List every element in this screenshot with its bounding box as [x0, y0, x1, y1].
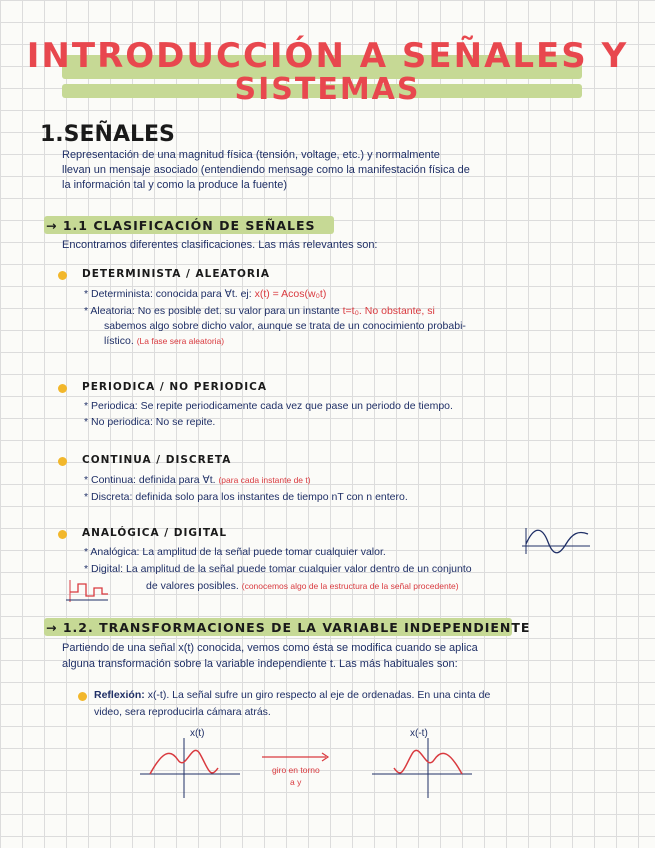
- item-text: conocida para ∀t. ej:: [155, 288, 252, 300]
- digital-note: (conocemos algo de la estructura de la señal procedente): [241, 581, 459, 591]
- arrow-note-1: giro en torno: [272, 765, 320, 775]
- category-title-analogica: ANALÓGICA / DIGITAL: [82, 527, 228, 539]
- digital-signal-icon: [66, 578, 110, 604]
- reflexion-text: x(-t). La señal sufre un giro respecto al eje de ordenadas. En una cinta de: [147, 689, 491, 701]
- reflexion-label: Reflexión:: [94, 689, 145, 701]
- continua-note: (para cada instante de t): [218, 475, 311, 485]
- category-title-periodica: PERIODICA / NO PERIODICA: [82, 381, 267, 393]
- category-title-determinista: DETERMINISTA / ALEATORIA: [82, 268, 271, 280]
- item-text: No se repite.: [155, 416, 216, 428]
- signal-x-minus-t-plot: [372, 738, 472, 800]
- intro-line-1: Representación de una magnitud física (tensión, voltage, etc.) y normalmente: [62, 149, 440, 161]
- sub12-intro-1: Partiendo de una señal x(t) conocida, vemos como ésta se modifica cuando se aplica: [62, 642, 478, 654]
- aleatoria-extra-1: sabemos algo sobre dicho valor, aunque se trata de un conocimiento probabi-: [104, 320, 466, 332]
- sub11-heading: → 1.1 CLASIFICACIÓN DE SEÑALES: [46, 218, 316, 233]
- item-label: * Periodica:: [84, 400, 138, 412]
- sub12-intro-2: alguna transformación sobre la variable independiente t. Las más habituales son:: [62, 658, 458, 670]
- bullet-icon: [78, 692, 87, 701]
- item-red-text: t=t₀. No obstante, si: [342, 305, 435, 317]
- item-label: * Determinista:: [84, 288, 153, 300]
- item-text: La amplitud de la señal puede tomar cualquier valor.: [142, 546, 386, 558]
- item-no-periodica: [84, 416, 215, 429]
- category-title-continua: CONTINUA / DISCRETA: [82, 454, 232, 466]
- item-text: Se repite periodicamente cada vez que pase un periodo de tiempo.: [140, 400, 453, 412]
- aleatoria-note: (La fase sera aleatoria): [136, 336, 225, 346]
- reflexion-line-1: [94, 689, 490, 702]
- figure-label-xt: x(t): [190, 728, 205, 739]
- signal-xt-plot: [140, 738, 240, 800]
- item-text: La amplitud de la señal puede tomar cualquier valor dentro de un conjunto: [126, 563, 472, 575]
- item-label: * Aleatoria:: [84, 305, 135, 317]
- item-text: definida para ∀t.: [138, 474, 216, 486]
- item-periodica: [84, 400, 453, 413]
- reflexion-line-2: video, sera reproducirla cámara atrás.: [94, 706, 271, 718]
- item-continua: [84, 474, 311, 487]
- item-formula: x(t) = Acos(w₀t): [254, 288, 327, 300]
- item-discreta: [84, 491, 408, 504]
- extra-text: de valores posibles.: [146, 580, 239, 592]
- item-text: No es posible det. su valor para un instante: [137, 305, 340, 317]
- item-label: * Digital:: [84, 563, 124, 575]
- item-digital: [84, 563, 472, 576]
- page-title-line-1: INTRODUCCIÓN A SEÑALES Y: [26, 36, 629, 76]
- item-determinista: [84, 288, 326, 301]
- bullet-icon: [58, 457, 67, 466]
- analog-signal-icon: [522, 524, 592, 558]
- item-label: * No periodica:: [84, 416, 153, 428]
- item-analogica: [84, 546, 386, 559]
- item-text: definida solo para los instantes de tiempo nT con n entero.: [135, 491, 408, 503]
- arrow-note-2: a y: [290, 777, 302, 787]
- intro-line-2: llevan un mensaje asociado (entendiendo mensage como la manifestación física de: [62, 164, 470, 176]
- digital-extra: [146, 580, 459, 593]
- extra-text: lístico.: [104, 335, 134, 347]
- item-label: * Analógica:: [84, 546, 140, 558]
- sub12-heading: → 1.2. TRANSFORMACIONES DE LA VARIABLE INDEPENDIENTE: [46, 620, 531, 635]
- item-aleatoria: [84, 305, 435, 318]
- figure-label-x-minus-t: x(-t): [410, 728, 428, 739]
- sub11-intro: Encontramos diferentes clasificaciones. Las más relevantes son:: [62, 239, 378, 251]
- arrow-right-icon: [262, 752, 332, 762]
- item-label: * Continua:: [84, 474, 136, 486]
- bullet-icon: [58, 384, 67, 393]
- page-title-line-2: SISTEMAS: [234, 72, 421, 107]
- bullet-icon: [58, 530, 67, 539]
- intro-line-3: la información tal y como la produce la fuente): [62, 179, 288, 191]
- aleatoria-extra-2: [104, 335, 224, 348]
- bullet-icon: [58, 271, 67, 280]
- item-label: * Discreta:: [84, 491, 133, 503]
- section-heading-senales: 1.SEÑALES: [40, 122, 175, 147]
